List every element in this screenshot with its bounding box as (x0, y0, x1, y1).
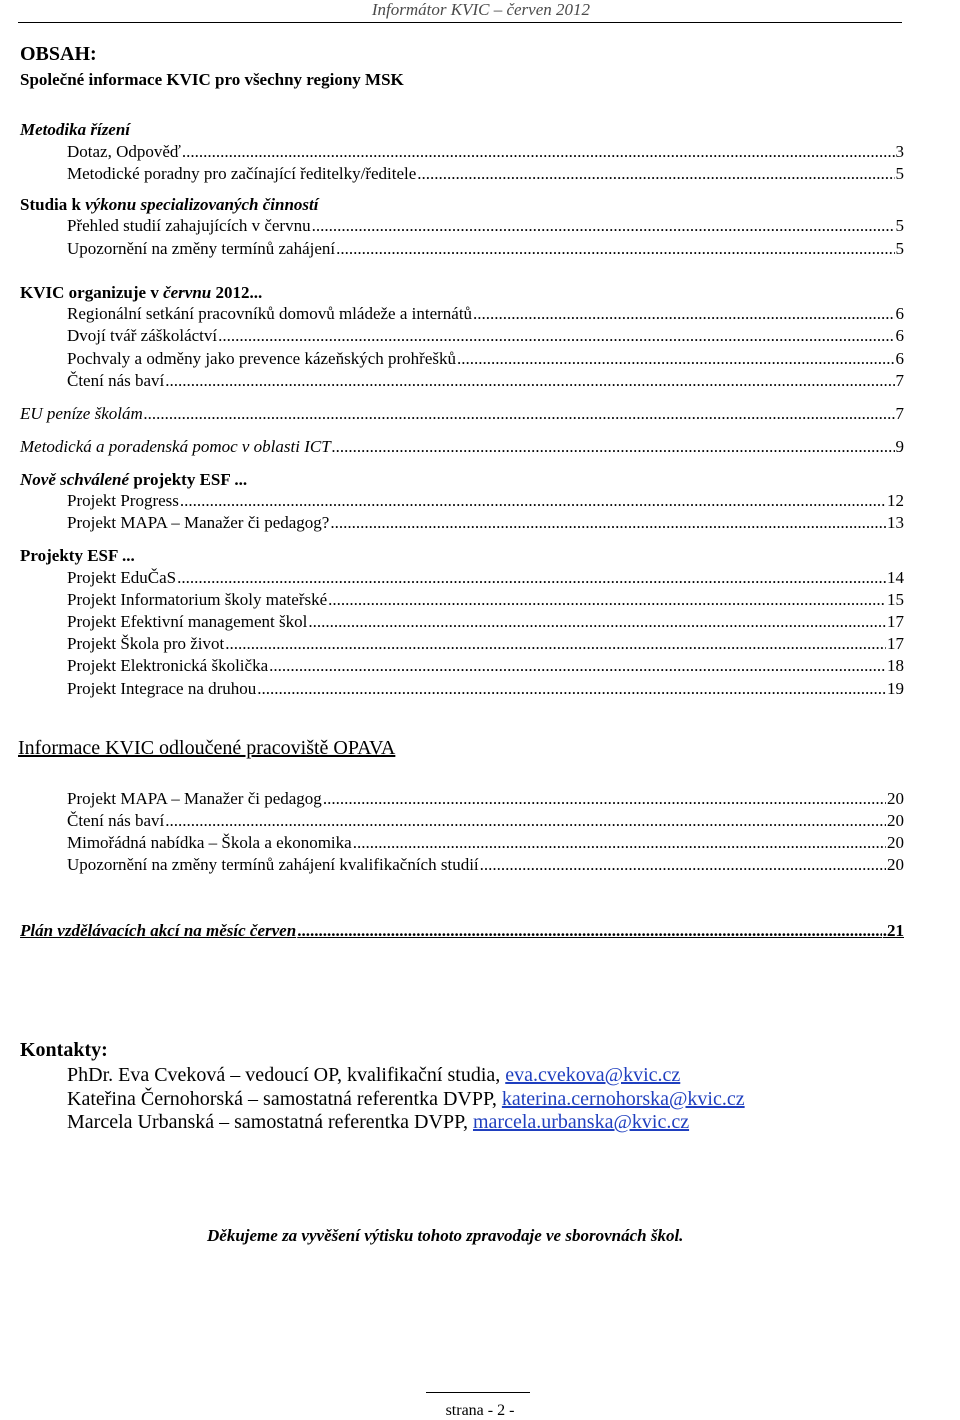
toc-label: Upozornění na změny termínů zahájení (67, 239, 336, 258)
toc-entry[interactable] (67, 811, 904, 831)
toc-page: 3 (895, 142, 904, 161)
running-header: Informátor KVIC – červen 2012 (371, 0, 590, 19)
toc-label: Čtení nás baví (67, 811, 165, 830)
toc-entry[interactable] (67, 326, 904, 346)
footer-rule (426, 1392, 530, 1393)
toc-page: 5 (895, 239, 904, 258)
toc-leader (330, 513, 886, 533)
toc-page: 6 (895, 326, 904, 345)
toc-leader (336, 239, 894, 259)
contact-line (67, 1064, 680, 1086)
toc-leader (218, 326, 894, 346)
toc-page: 19 (887, 679, 904, 698)
section-nove (20, 470, 247, 490)
toc-leader (417, 164, 894, 184)
toc-label: Metodické poradny pro začínající ředitelky/ředitele (67, 164, 417, 183)
toc-label: Projekt MAPA – Manažer či pedagog? (67, 513, 330, 532)
toc-leader (332, 437, 895, 457)
toc-page: .21 (882, 921, 904, 940)
toc-label: Regionální setkání pracovníků domovů mládeže a internátů (67, 304, 473, 323)
toc-entry[interactable] (67, 789, 904, 809)
toc-page: 17 (887, 634, 904, 653)
section-metodika: Metodika řízení (20, 120, 131, 139)
toc-leader (473, 304, 894, 324)
toc-leader (328, 590, 886, 610)
header-rule (18, 22, 902, 23)
section-kvic-suffix: 2012... (211, 283, 263, 302)
toc-page: 17 (887, 612, 904, 631)
toc-entry[interactable] (67, 164, 904, 184)
toc-page: 5 (895, 216, 904, 235)
toc-label: Dvojí tvář záškoláctví (67, 326, 218, 345)
toc-entry-plan[interactable] (20, 921, 904, 941)
toc-leader (323, 789, 886, 809)
toc-entry[interactable] (67, 590, 904, 610)
section-nove-italic: Nově schválené (20, 470, 134, 489)
toc-leader (144, 404, 895, 424)
toc-page: 20 (887, 811, 904, 830)
toc-entry[interactable] (67, 239, 904, 259)
toc-entry[interactable] (67, 491, 904, 511)
toc-page: 12 (887, 491, 904, 510)
toc-page: 7 (895, 371, 904, 390)
toc-leader (480, 855, 886, 875)
toc-leader (165, 811, 886, 831)
toc-page: 6 (895, 304, 904, 323)
toc-leader (312, 216, 895, 236)
contact-line (67, 1088, 745, 1110)
toc-leader (353, 833, 886, 853)
section-kvic (20, 283, 262, 303)
toc-page: 5 (895, 164, 904, 183)
contact-email-link[interactable]: marcela.urbanska@kvic.cz (472, 1111, 690, 1133)
contact-line (67, 1111, 689, 1133)
toc-leader (457, 349, 895, 369)
toc-entry[interactable] (67, 216, 904, 236)
contact-email-link[interactable]: eva.cvekova@kvic.cz (505, 1064, 681, 1086)
toc-page: 20 (887, 789, 904, 808)
toc-label: Projekt MAPA – Manažer či pedagog (67, 789, 322, 808)
toc-page: 9 (895, 437, 904, 456)
toc-entry[interactable] (67, 656, 904, 676)
toc-entry[interactable] (20, 404, 904, 424)
toc-entry[interactable] (67, 568, 904, 588)
section-kvic-italic: červnu (163, 283, 212, 302)
toc-page: 7 (895, 404, 904, 423)
toc-label: Dotaz, Odpověď (67, 142, 181, 161)
contents-title: OBSAH: (20, 43, 97, 65)
toc-label: Projekt Integrace na druhou (67, 679, 257, 698)
toc-page: 6 (895, 349, 904, 368)
toc-label: Projekt Progress (67, 491, 179, 510)
toc-page: 20 (887, 833, 904, 852)
toc-entry[interactable] (67, 371, 904, 391)
toc-entry[interactable] (67, 833, 904, 853)
toc-leader (182, 142, 895, 162)
section-studia-italic: výkonu specializovaných činností (85, 195, 319, 214)
toc-page: 13 (887, 513, 904, 532)
toc-entry[interactable] (67, 612, 904, 632)
toc-leader (165, 371, 894, 391)
toc-leader (225, 634, 886, 654)
toc-label: Projekt Informatorium školy mateřské (67, 590, 328, 609)
page-number: strana - 2 - (445, 1402, 515, 1419)
toc-entry[interactable] (67, 634, 904, 654)
section-projekty-esf: Projekty ESF ... (20, 546, 135, 565)
section-studia (20, 195, 318, 215)
toc-entry[interactable] (67, 304, 904, 324)
toc-leader (269, 656, 886, 676)
toc-leader (308, 612, 886, 632)
toc-label: Projekt Elektronická školička (67, 656, 269, 675)
section-kvic-prefix: KVIC organizuje v (20, 283, 164, 302)
toc-entry[interactable] (67, 349, 904, 369)
toc-entry[interactable] (67, 142, 904, 162)
toc-label: Přehled studií zahajujících v červnu (67, 216, 311, 235)
toc-page: 15 (887, 590, 904, 609)
toc-leader (180, 491, 886, 511)
toc-page: 18 (887, 656, 904, 675)
contacts-title: Kontakty: (20, 1039, 108, 1061)
contact-email-link[interactable]: katerina.cernohorska@kvic.cz (501, 1088, 745, 1110)
thanks-note: Děkujeme za vyvěšení výtisku tohoto zpravodaje ve sborovnách škol. (207, 1226, 684, 1245)
toc-label: Pochvaly a odměny jako prevence kázeňských prohřešků (67, 349, 456, 368)
toc-leader (257, 679, 886, 699)
toc-entry[interactable] (67, 679, 904, 699)
toc-page: 14 (887, 568, 904, 587)
toc-label: Projekt Škola pro život (67, 634, 225, 653)
toc-label: Projekt Efektivní management škol (67, 612, 308, 631)
contact-text: Kateřina Černohorská – samostatná referentka DVPP, (67, 1088, 502, 1110)
toc-page: 20 (887, 855, 904, 874)
toc-leader (177, 568, 886, 588)
toc-label: Upozornění na změny termínů zahájení kvalifikačních studií (67, 855, 479, 874)
toc-entry[interactable] (67, 855, 904, 875)
section-studia-prefix: Studia k (20, 195, 86, 214)
toc-entry[interactable] (20, 437, 904, 457)
toc-leader (297, 921, 882, 941)
toc-label: EU peníze školám (20, 404, 143, 423)
toc-label: Projekt EduČaS (67, 568, 177, 587)
toc-label: Čtení nás baví (67, 371, 165, 390)
opava-heading: Informace KVIC odloučené pracoviště OPAVA (18, 737, 396, 759)
contents-subtitle: Společné informace KVIC pro všechny regiony MSK (20, 70, 404, 89)
section-nove-suffix: projekty ESF ... (133, 470, 248, 489)
toc-label: Metodická a poradenská pomoc v oblasti ICT (20, 437, 331, 456)
toc-label: Mimořádná nabídka – Škola a ekonomika (67, 833, 352, 852)
contact-text: PhDr. Eva Cveková – vedoucí OP, kvalifikační studia, (67, 1064, 506, 1086)
contact-text: Marcela Urbanská – samostatná referentka DVPP, (67, 1111, 473, 1133)
toc-entry[interactable] (67, 513, 904, 533)
toc-label: Plán vzdělávacích akcí na měsíc červen (20, 921, 297, 940)
